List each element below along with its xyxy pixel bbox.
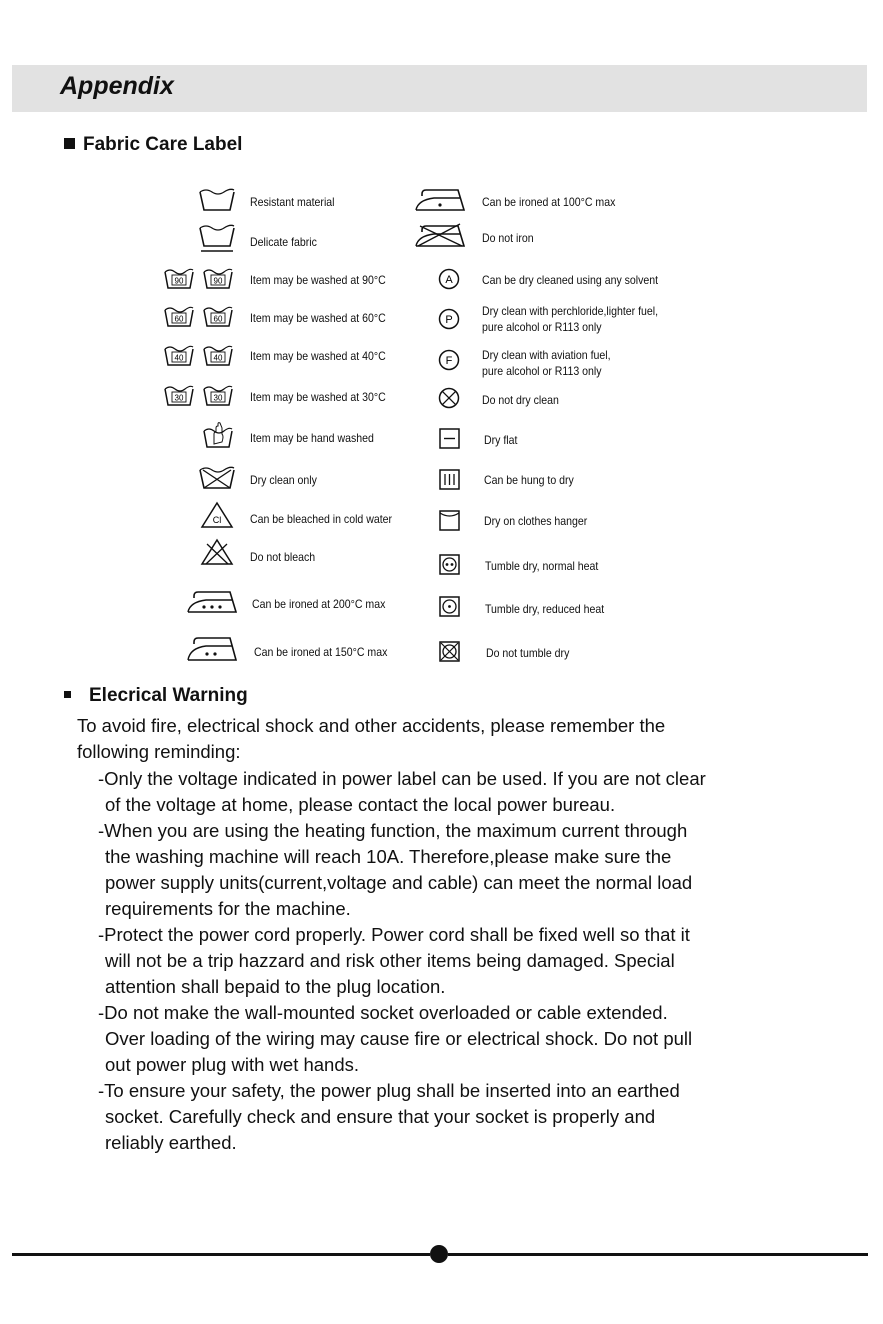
warning-line: out power plug with wet hands.: [105, 1054, 360, 1075]
dry-clean-f-icon: [438, 349, 460, 371]
care-label: Dry on clothes hanger: [484, 514, 588, 528]
svg-text:60: 60: [174, 314, 184, 324]
bleach-cold-icon: [200, 501, 234, 529]
care-label: Do not iron: [482, 231, 534, 245]
wash-tub-icon: [198, 186, 236, 214]
warning-line: socket. Carefully check and ensure that your socket is properly and: [105, 1106, 656, 1127]
warning-line: requirements for the machine.: [105, 898, 351, 919]
care-label: Can be ironed at 200°C max: [252, 597, 386, 611]
care-label: Can be hung to dry: [484, 473, 574, 487]
dry-clean-a-icon: [438, 268, 460, 290]
warning-line: -Only the voltage indicated in power label can be used. If you are not clear: [98, 768, 706, 789]
wash-30-icon: [202, 384, 234, 408]
care-label: Item may be washed at 60°C: [250, 311, 386, 325]
no-bleach-icon: [200, 538, 234, 566]
dry-clean-only-icon: [198, 464, 236, 492]
svg-text:30: 30: [174, 393, 184, 403]
fabric-care-heading: [64, 134, 242, 156]
dry-clean-letter: F: [445, 355, 453, 367]
warning-line: -When you are using the heating function, the maximum current through: [98, 820, 688, 841]
svg-text:90: 90: [174, 276, 184, 286]
footer-dot: [430, 1245, 448, 1263]
fabric-care-table: [0, 180, 883, 680]
wash-40-icon: [163, 344, 195, 368]
wash-40-icon: [202, 344, 234, 368]
warning-line: power supply units(current,voltage and cable) can meet the normal load: [105, 872, 693, 893]
warning-line: -To ensure your safety, the power plug shall be inserted into an earthed: [98, 1080, 680, 1101]
care-label: Dry clean with perchloride,lighter fuel,: [482, 304, 659, 318]
iron-100-icon: [414, 186, 466, 212]
svg-text:60: 60: [213, 314, 223, 324]
no-tumble-icon: [439, 641, 460, 662]
svg-text:40: 40: [174, 353, 184, 363]
bleach-cl-text: Cl: [212, 515, 222, 525]
care-label: Do not tumble dry: [486, 646, 570, 660]
warning-line: attention shall bepaid to the plug location.: [105, 976, 446, 997]
warning-line: To avoid fire, electrical shock and other accidents, please remember the: [77, 715, 666, 736]
wash-30-icon: [163, 384, 195, 408]
wash-60-icon: [163, 305, 195, 329]
electrical-warning-heading-text: Elecrical Warning: [89, 685, 248, 706]
footer-rule-right: [448, 1253, 868, 1256]
hanger-dry-icon: [439, 510, 460, 531]
hand-wash-icon: [202, 420, 234, 450]
care-label: Dry clean only: [250, 473, 317, 487]
warning-line: the washing machine will reach 10A. Therefore,please make sure the: [105, 846, 672, 867]
tumble-reduced-icon: [439, 596, 460, 617]
fabric-care-heading-text: Fabric Care Label: [83, 134, 243, 155]
wash-90-icon: [202, 267, 234, 291]
no-iron-icon: [414, 222, 466, 248]
care-label: Item may be washed at 30°C: [250, 390, 386, 404]
dry-clean-letter: P: [445, 314, 453, 326]
care-label: Item may be washed at 90°C: [250, 273, 386, 287]
electrical-warning-heading: [64, 685, 248, 707]
bullet-icon: [64, 138, 75, 149]
care-label: Dry clean with aviation fuel,: [482, 348, 611, 362]
care-label: Can be bleached in cold water: [250, 512, 393, 526]
care-label: Can be ironed at 150°C max: [254, 645, 388, 659]
dry-flat-icon: [439, 428, 460, 449]
wash-90-icon: [163, 267, 195, 291]
care-label: pure alcohol or R113 only: [482, 364, 602, 378]
svg-text:90: 90: [213, 276, 223, 286]
care-label: Do not bleach: [250, 550, 316, 564]
warning-line: of the voltage at home, please contact the local power bureau.: [105, 794, 616, 815]
iron-200-icon: [186, 588, 238, 614]
iron-150-icon: [186, 634, 238, 662]
warning-line: following reminding:: [77, 741, 241, 762]
svg-text:30: 30: [213, 393, 223, 403]
svg-text:40: 40: [213, 353, 223, 363]
care-label: Item may be washed at 40°C: [250, 349, 386, 363]
warning-line: -Protect the power cord properly. Power cord shall be fixed well so that it: [98, 924, 690, 945]
care-label: Item may be hand washed: [250, 431, 374, 445]
page-title: Appendix: [60, 72, 174, 100]
wash-60-icon: [202, 305, 234, 329]
care-label: Dry flat: [484, 433, 518, 447]
wash-tub-delicate-icon: [198, 222, 236, 254]
warning-line: Over loading of the wiring may cause fire or electrical shock. Do not pull: [105, 1028, 693, 1049]
care-label: Do not dry clean: [482, 393, 559, 407]
tumble-normal-icon: [439, 554, 460, 575]
warning-line: -Do not make the wall-mounted socket overloaded or cable extended.: [98, 1002, 668, 1023]
care-label: Tumble dry, normal heat: [485, 559, 599, 573]
care-label: Delicate fabric: [250, 235, 317, 249]
dry-clean-p-icon: [438, 308, 460, 330]
care-label: Tumble dry, reduced heat: [485, 602, 605, 616]
care-label: pure alcohol or R113 only: [482, 320, 602, 334]
bullet-icon: [64, 691, 71, 698]
hang-dry-icon: [439, 469, 460, 490]
care-label: Can be dry cleaned using any solvent: [482, 273, 659, 287]
warning-line: will not be a trip hazzard and risk other items being damaged. Special: [105, 950, 675, 971]
care-label: Resistant material: [250, 195, 335, 209]
dry-clean-letter: A: [445, 274, 453, 286]
footer-rule-left: [12, 1253, 430, 1256]
care-label: Can be ironed at 100°C max: [482, 195, 616, 209]
no-dry-clean-icon: [438, 387, 460, 409]
warning-line: reliably earthed.: [105, 1132, 237, 1153]
